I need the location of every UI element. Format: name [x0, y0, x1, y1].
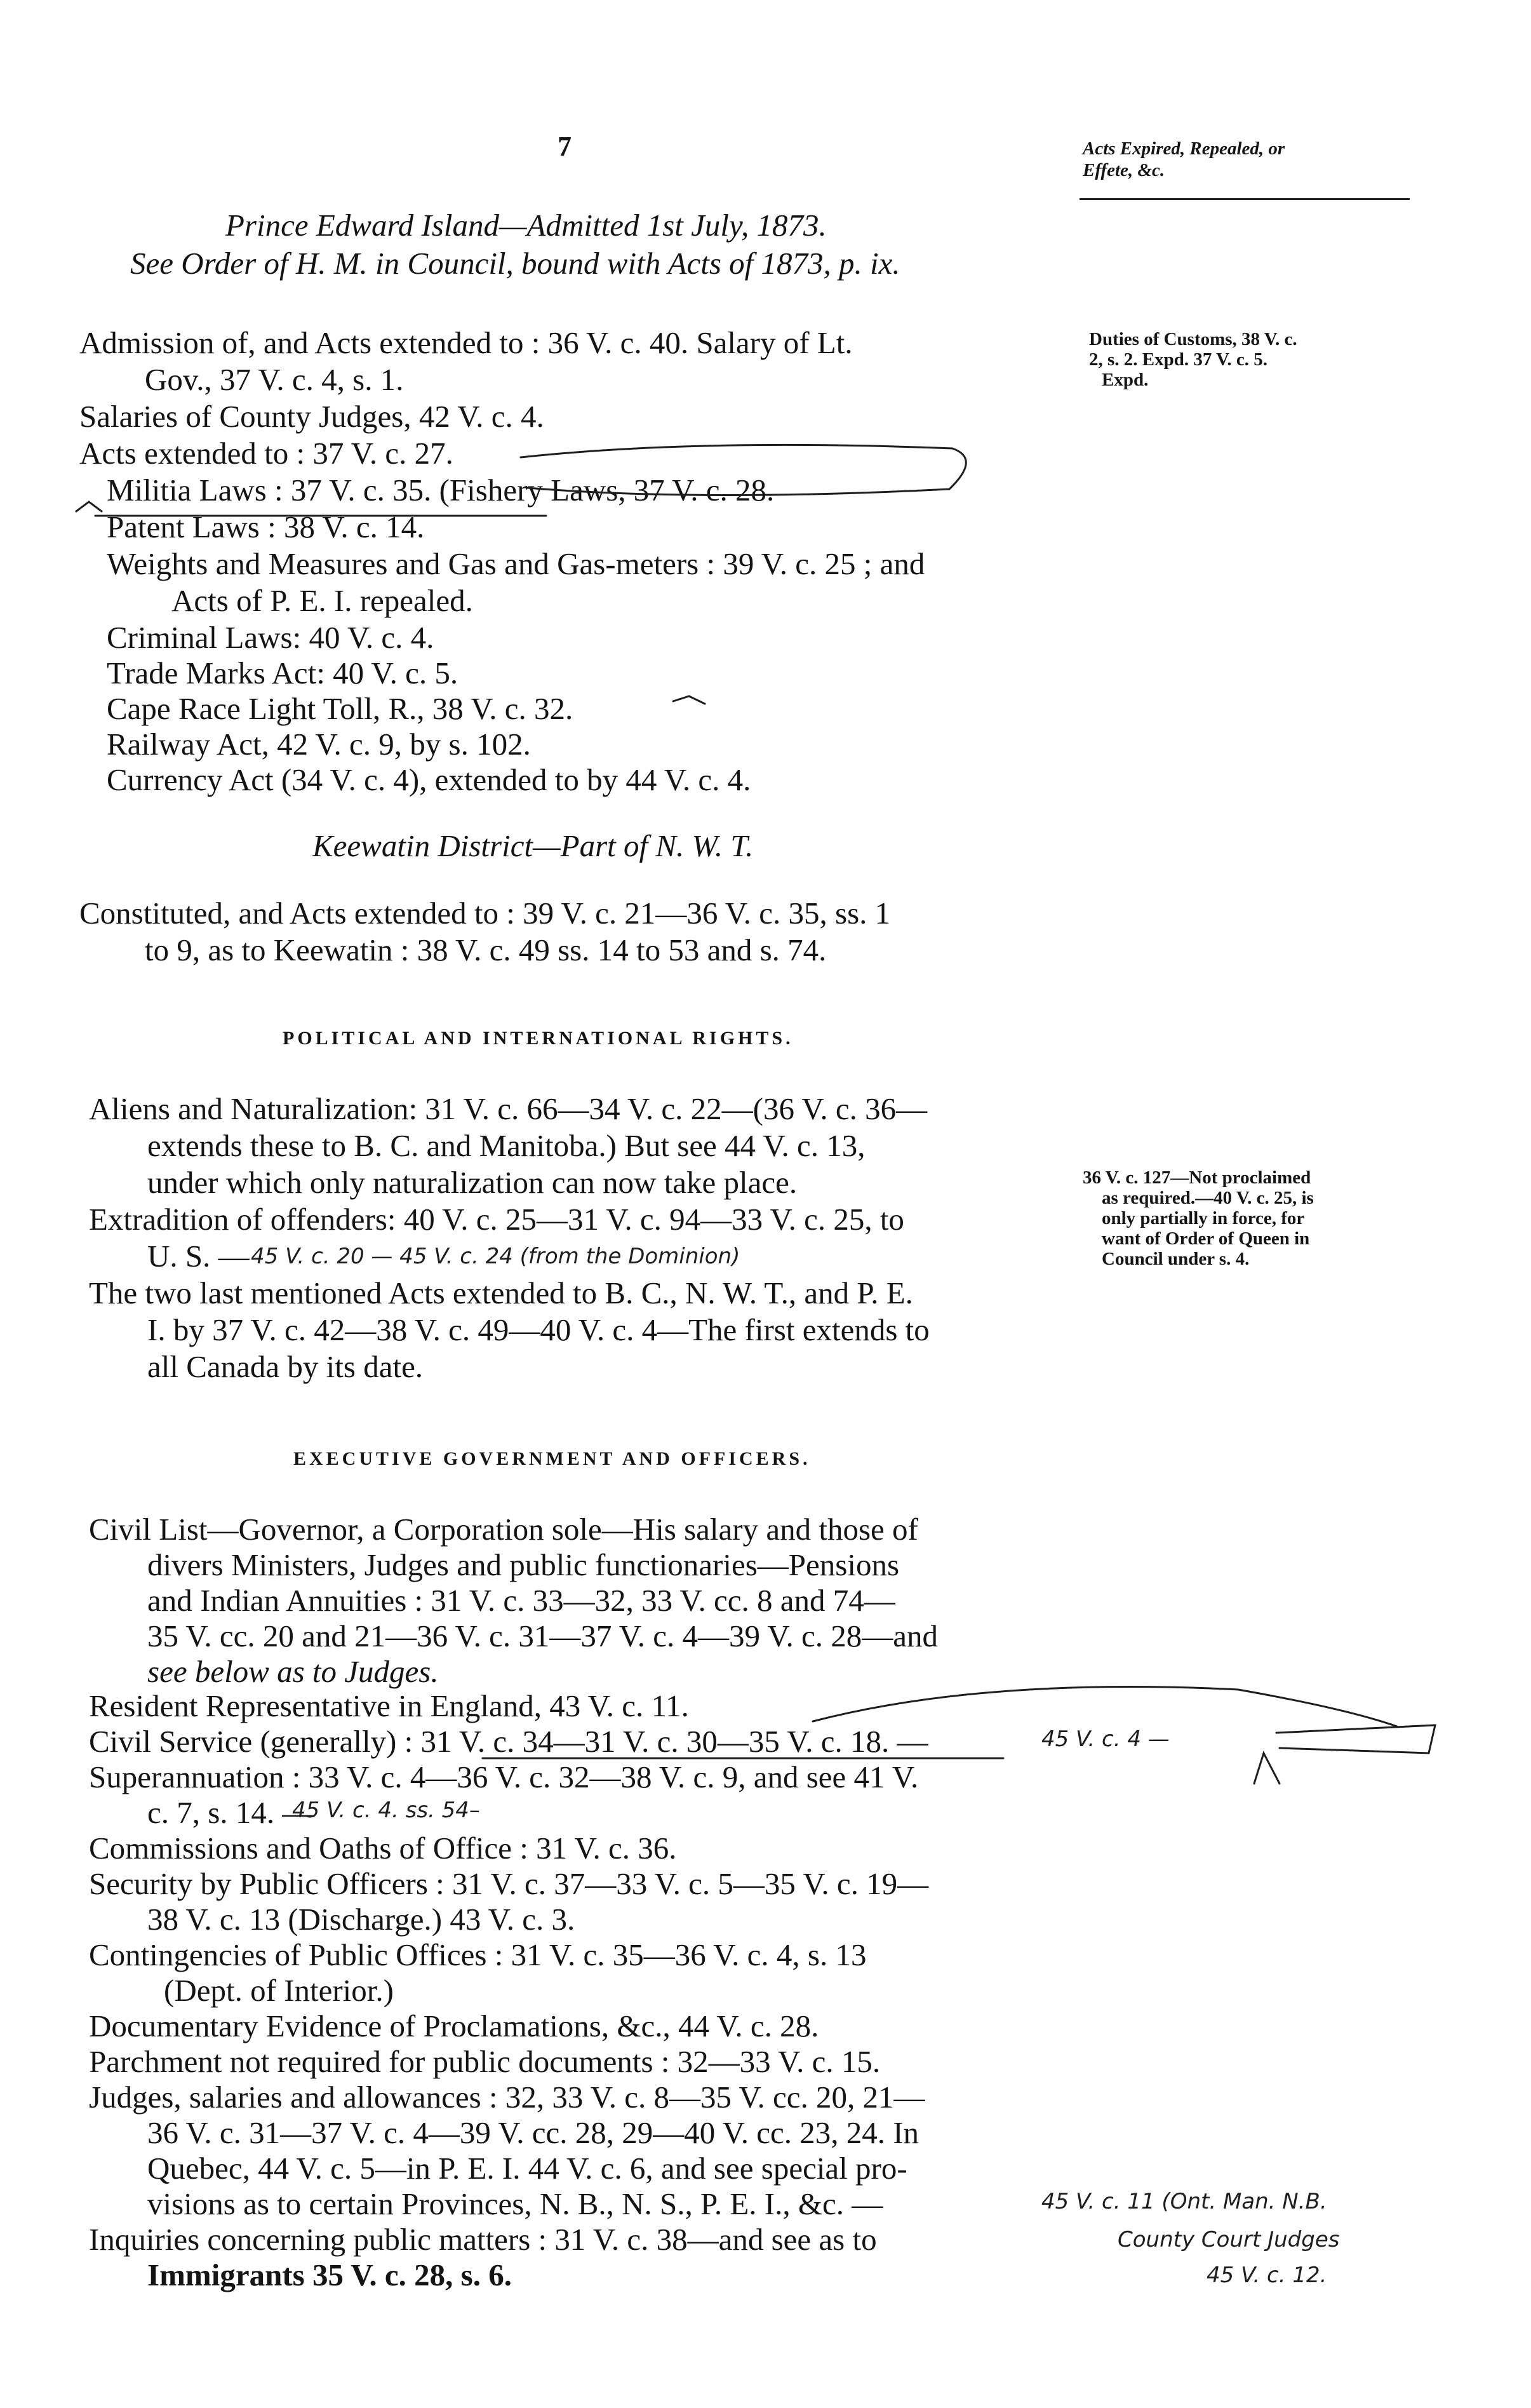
executive-line-3: and Indian Annuities : 31 V. c. 33—32, 33 V. cc. 8 and 74—	[147, 1583, 895, 1618]
political-line-5: U. S. —	[147, 1239, 250, 1274]
fishery-laws-loop	[521, 445, 966, 495]
political-margin-note-4: want of Order of Queen in	[1102, 1228, 1310, 1249]
executive-line-11: Security by Public Officers : 31 V. c. 37—33 V. c. 5—35 V. c. 19—	[89, 1866, 929, 1901]
pei-line-8: Acts of P. E. I. repealed.	[171, 583, 473, 618]
political-line-1: Aliens and Naturalization: 31 V. c. 66—34 V. c. 22—(36 V. c. 36—	[89, 1091, 928, 1126]
pei-line-3: Salaries of County Judges, 42 V. c. 4.	[79, 399, 544, 434]
executive-line-13: Contingencies of Public Offices : 31 V. c. 35—36 V. c. 4, s. 13	[89, 1937, 867, 1972]
patent-laws-caret	[76, 502, 102, 511]
political-margin-note-2: as required.—40 V. c. 25, is	[1102, 1188, 1314, 1208]
political-heading: POLITICAL AND INTERNATIONAL RIGHTS.	[283, 1028, 794, 1049]
handwritten-superannuation-note: 45 V. c. 4. ss. 54–	[292, 1798, 480, 1823]
executive-line-6: Resident Representative in England, 43 V. c. 11.	[89, 1688, 689, 1723]
political-line-4: Extradition of offenders: 40 V. c. 25—31 V. c. 94—33 V. c. 25, to	[89, 1202, 904, 1237]
keewatin-line-1: Constituted, and Acts extended to : 39 V. c. 21—36 V. c. 35, ss. 1	[79, 896, 891, 931]
pei-line-9: Criminal Laws: 40 V. c. 4.	[107, 620, 434, 655]
executive-line-9: c. 7, s. 14. —	[147, 1795, 314, 1830]
running-head-line1: Acts Expired, Repealed, or	[1083, 138, 1285, 159]
pei-line-10: Trade Marks Act: 40 V. c. 5.	[107, 656, 458, 690]
executive-line-12: 38 V. c. 13 (Discharge.) 43 V. c. 3.	[147, 1902, 575, 1937]
pei-line-2: Gov., 37 V. c. 4, s. 1.	[145, 362, 404, 397]
keewatin-line-2: to 9, as to Keewatin : 38 V. c. 49 ss. 14 to 53 and s. 74.	[145, 932, 827, 967]
political-line-6: The two last mentioned Acts extended to B. C., N. W. T., and P. E.	[89, 1275, 913, 1310]
executive-line-4: 35 V. cc. 20 and 21—36 V. c. 31—37 V. c. 4—39 V. c. 28—and	[147, 1618, 938, 1653]
executive-line-1: Civil List—Governor, a Corporation sole—His salary and those of	[89, 1512, 918, 1547]
executive-line-22: Immigrants 35 V. c. 28, s. 6.	[147, 2257, 512, 2292]
executive-line-8: Superannuation : 33 V. c. 4—36 V. c. 32—38 V. c. 9, and see 41 V.	[89, 1759, 919, 1794]
political-line-2: extends these to B. C. and Manitoba.) But see 44 V. c. 13,	[147, 1128, 866, 1163]
keewatin-title: Keewatin District—Part of N. W. T.	[312, 828, 754, 863]
pei-margin-note-3: Expd.	[1102, 370, 1149, 390]
pei-margin-note-1: Duties of Customs, 38 V. c.	[1089, 329, 1297, 349]
pei-title: Prince Edward Island—Admitted 1st July, 1873.	[225, 208, 827, 243]
margin-bracket	[1276, 1725, 1435, 1753]
page-number: 7	[558, 131, 572, 162]
executive-line-17: Judges, salaries and allowances : 32, 33 V. c. 8—35 V. cc. 20, 21—	[89, 2080, 925, 2115]
pei-line-11: Cape Race Light Toll, R., 38 V. c. 32.	[107, 691, 573, 726]
pei-subtitle: See Order of H. M. in Council, bound with Acts of 1873, p. ix.	[130, 246, 900, 281]
executive-line-18: 36 V. c. 31—37 V. c. 4—39 V. cc. 28, 29—40 V. cc. 23, 24. In	[147, 2115, 919, 2150]
handwritten-civil-service-note: 45 V. c. 4 —	[1041, 1726, 1170, 1752]
pei-line-13: Currency Act (34 V. c. 4), extended to by 44 V. c. 4.	[107, 762, 751, 797]
executive-line-16: Parchment not required for public documents : 32—33 V. c. 15.	[89, 2044, 881, 2079]
political-line-8: all Canada by its date.	[147, 1349, 424, 1384]
executive-line-2: divers Ministers, Judges and public functionaries—Pensions	[147, 1547, 900, 1582]
pei-line-4: Acts extended to : 37 V. c. 27.	[79, 436, 453, 471]
running-head-line2: Effete, &c.	[1083, 160, 1165, 180]
executive-line-5: see below as to Judges.	[147, 1654, 439, 1689]
pei-line-6: Patent Laws : 38 V. c. 14.	[107, 509, 425, 544]
executive-heading: EXECUTIVE GOVERNMENT AND OFFICERS.	[293, 1448, 811, 1469]
pei-line-1: Admission of, and Acts extended to : 36 V. c. 40. Salary of Lt.	[79, 325, 853, 360]
executive-line-10: Commissions and Oaths of Office : 31 V. c. 36.	[89, 1831, 677, 1866]
pei-margin-note-2: 2, s. 2. Expd. 37 V. c. 5.	[1089, 349, 1267, 370]
political-line-3: under which only naturalization can now take place.	[147, 1165, 798, 1200]
political-margin-note-3: only partially in force, for	[1102, 1208, 1305, 1228]
handwritten-extradition-note: 45 V. c. 20 — 45 V. c. 24 (from the Dominion)	[251, 1244, 740, 1269]
executive-line-7: Civil Service (generally) : 31 V. c. 34—31 V. c. 30—35 V. c. 18. —	[89, 1724, 928, 1759]
executive-line-14: (Dept. of Interior.)	[164, 1973, 394, 2008]
handwritten-judges-note-2: County Court Judges	[1118, 2227, 1340, 2252]
executive-line-20: visions as to certain Provinces, N. B., N. S., P. E. I., &c. —	[147, 2186, 883, 2221]
executive-line-21: Inquiries concerning public matters : 31 V. c. 38—and see as to	[89, 2222, 877, 2257]
executive-line-15: Documentary Evidence of Proclamations, &c., 44 V. c. 28.	[89, 2008, 819, 2043]
political-line-7: I. by 37 V. c. 42—38 V. c. 49—40 V. c. 4—The first extends to	[147, 1312, 930, 1347]
political-margin-note-1: 36 V. c. 127—Not proclaimed	[1083, 1167, 1311, 1188]
handwritten-judges-note-1: 45 V. c. 11 (Ont. Man. N.B.	[1041, 2189, 1327, 2214]
pei-line-12: Railway Act, 42 V. c. 9, by s. 102.	[107, 727, 531, 762]
margin-caret	[1254, 1753, 1280, 1784]
political-margin-note-5: Council under s. 4.	[1102, 1249, 1250, 1269]
handwritten-judges-note-3: 45 V. c. 12.	[1207, 2263, 1327, 2288]
pei-line-5: Militia Laws : 37 V. c. 35. (Fishery Laws, 37 V. c. 28.	[107, 473, 775, 508]
cape-race-mark	[673, 696, 705, 704]
resident-rep-curve	[813, 1687, 1397, 1726]
pei-line-7: Weights and Measures and Gas and Gas-meters : 39 V. c. 25 ; and	[107, 546, 925, 581]
executive-line-19: Quebec, 44 V. c. 5—in P. E. I. 44 V. c. 6, and see special pro-	[147, 2151, 907, 2186]
